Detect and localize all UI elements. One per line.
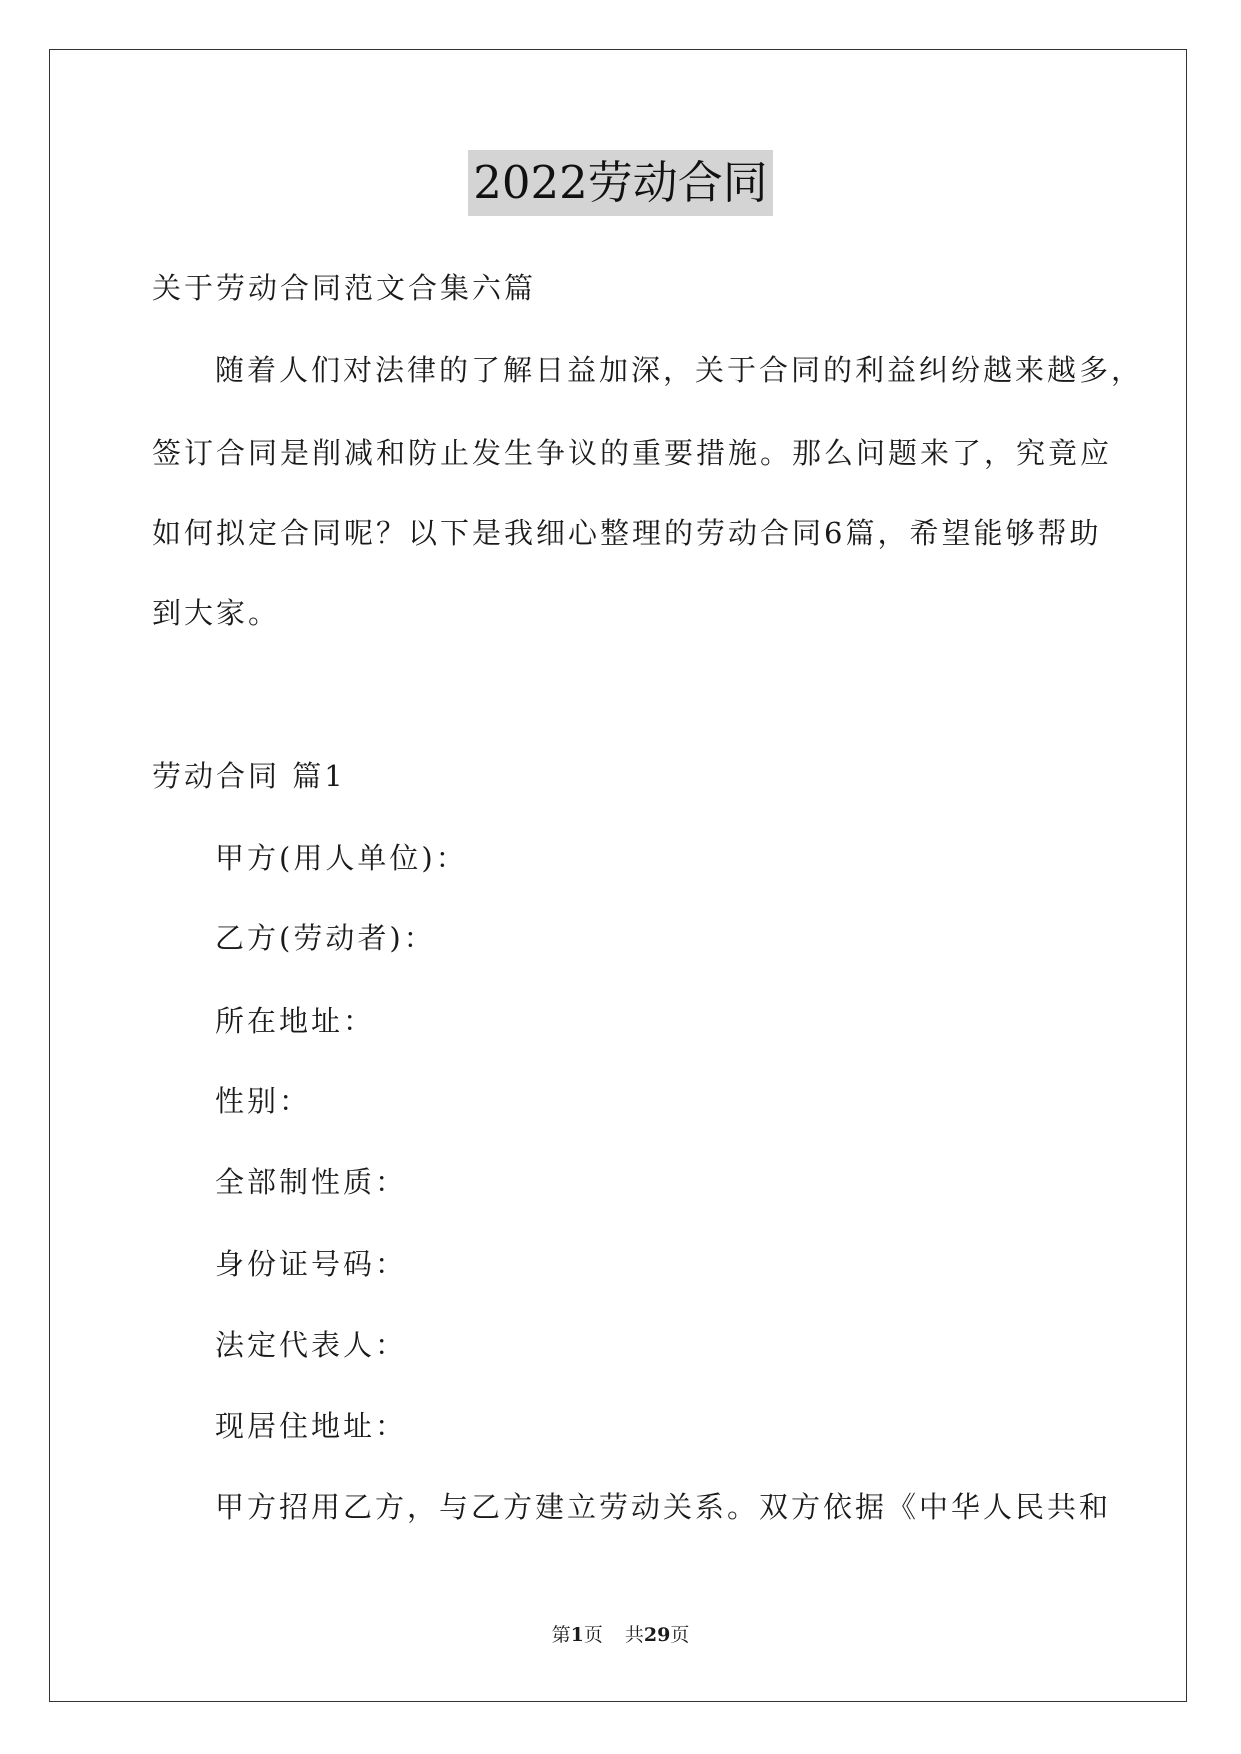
field-party-b: 乙方(劳动者)：	[215, 921, 436, 955]
footer-total-prefix: 共	[624, 1624, 644, 1646]
section-heading: 劳动合同 篇1	[152, 759, 346, 793]
document-subtitle: 关于劳动合同范文合集六篇	[152, 271, 537, 305]
closing-line: 甲方招用乙方，与乙方建立劳动关系。双方依据《中华人民共和	[215, 1490, 1112, 1524]
intro-line-1: 随着人们对法律的了解日益加深，关于合同的利益纠纷越来越多，	[215, 353, 1144, 387]
intro-line-3: 如何拟定合同呢？以下是我细心整理的劳动合同6篇，希望能够帮助	[152, 516, 1102, 550]
footer-total-suffix: 页	[670, 1624, 690, 1646]
field-ownership: 全部制性质：	[215, 1165, 408, 1199]
field-id-number: 身份证号码：	[215, 1247, 408, 1281]
intro-line-2: 签订合同是削减和防止发生争议的重要措施。那么问题来了，究竟应	[152, 436, 1113, 470]
page-footer	[0, 1622, 1241, 1648]
field-party-a: 甲方(用人单位)：	[215, 841, 468, 875]
footer-current-page: 1	[570, 1624, 584, 1646]
document-title: 2022劳动合同	[468, 150, 773, 216]
footer-prefix: 第	[551, 1624, 571, 1646]
field-gender: 性别：	[215, 1084, 312, 1118]
footer-total-pages: 29	[643, 1624, 671, 1646]
title-container	[0, 150, 1241, 216]
field-address: 所在地址：	[215, 1004, 376, 1038]
intro-line-4: 到大家。	[152, 596, 281, 630]
field-legal-representative: 法定代表人：	[215, 1328, 408, 1362]
field-residence: 现居住地址：	[215, 1409, 408, 1443]
footer-page-suffix: 页	[583, 1624, 603, 1646]
